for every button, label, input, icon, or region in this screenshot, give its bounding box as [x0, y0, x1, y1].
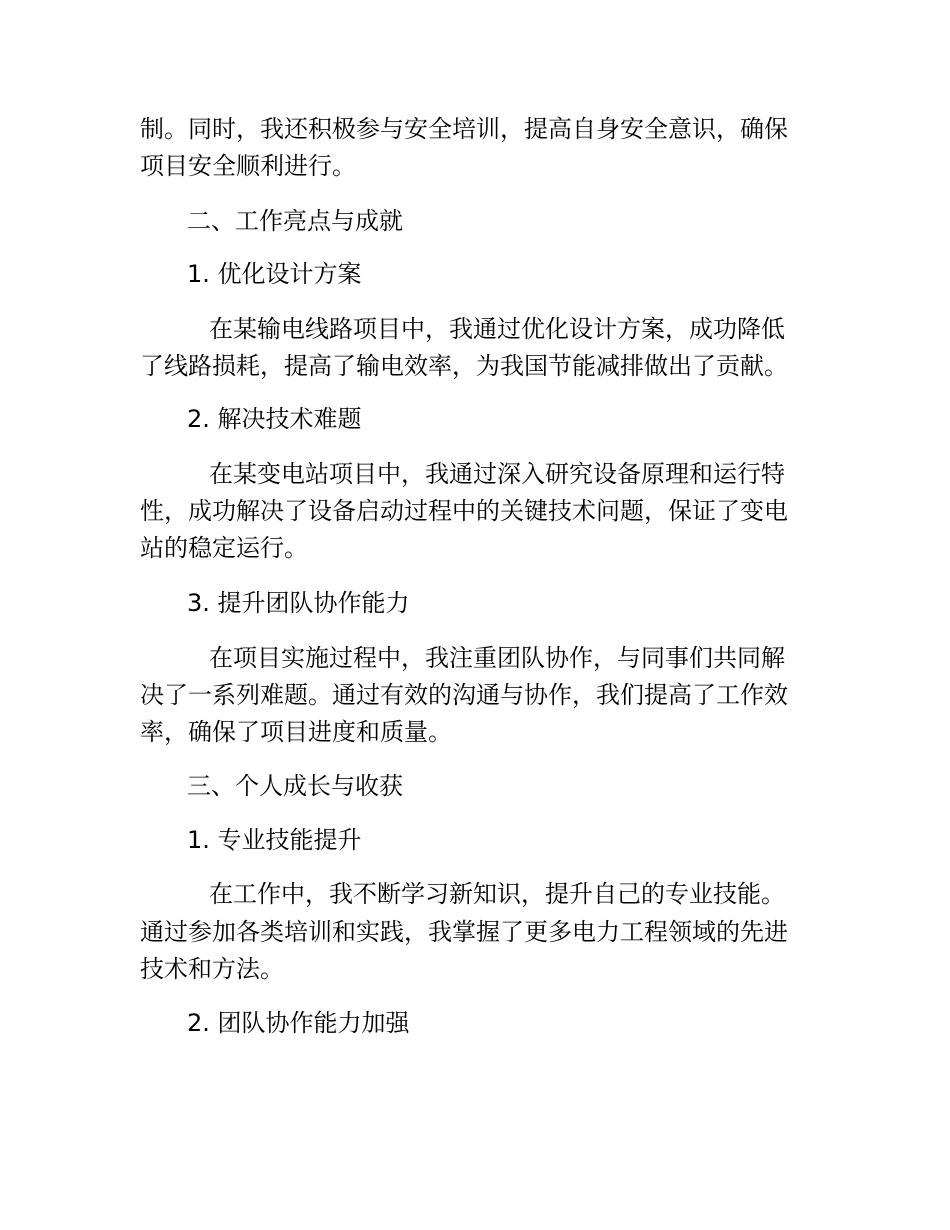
subheading-professional-skills: 1. 专业技能提升 — [187, 826, 362, 854]
paragraph-line: 站的稳定运行。 — [140, 534, 308, 562]
intro-line-1: 制。同时，我还积极参与安全培训，提高自身安全意识，确保 — [140, 115, 788, 143]
paragraph-line: 决了一系列难题。通过有效的沟通与协作，我们提高了工作效 — [140, 681, 788, 709]
subheading-teamwork-strengthened: 2. 团队协作能力加强 — [187, 1009, 410, 1037]
paragraph-line: 率，确保了项目进度和质量。 — [140, 718, 452, 746]
subheading-optimize-design: 1. 优化设计方案 — [187, 260, 362, 288]
paragraph-line: 在项目实施过程中，我注重团队协作，与同事们共同解 — [209, 644, 785, 672]
subheading-solve-technical-problems: 2. 解决技术难题 — [187, 405, 362, 433]
subheading-team-collaboration: 3. 提升团队协作能力 — [187, 589, 410, 617]
paragraph-line: 在某变电站项目中，我通过深入研究设备原理和运行特 — [209, 460, 785, 488]
paragraph-line: 技术和方法。 — [140, 955, 284, 983]
paragraph-line: 了线路损耗，提高了输电效率，为我国节能减排做出了贡献。 — [140, 352, 788, 380]
intro-line-2: 项目安全顺利进行。 — [140, 152, 356, 180]
paragraph-line: 通过参加各类培训和实践，我掌握了更多电力工程领域的先进 — [140, 918, 788, 946]
paragraph-line: 在某输电线路项目中，我通过优化设计方案，成功降低 — [209, 315, 785, 343]
section-3-heading: 三、个人成长与收获 — [187, 772, 403, 800]
paragraph-line: 性，成功解决了设备启动过程中的关键技术问题，保证了变电 — [140, 497, 788, 525]
paragraph-line: 在工作中，我不断学习新知识，提升自己的专业技能。 — [209, 880, 785, 908]
section-2-heading: 二、工作亮点与成就 — [187, 207, 403, 235]
